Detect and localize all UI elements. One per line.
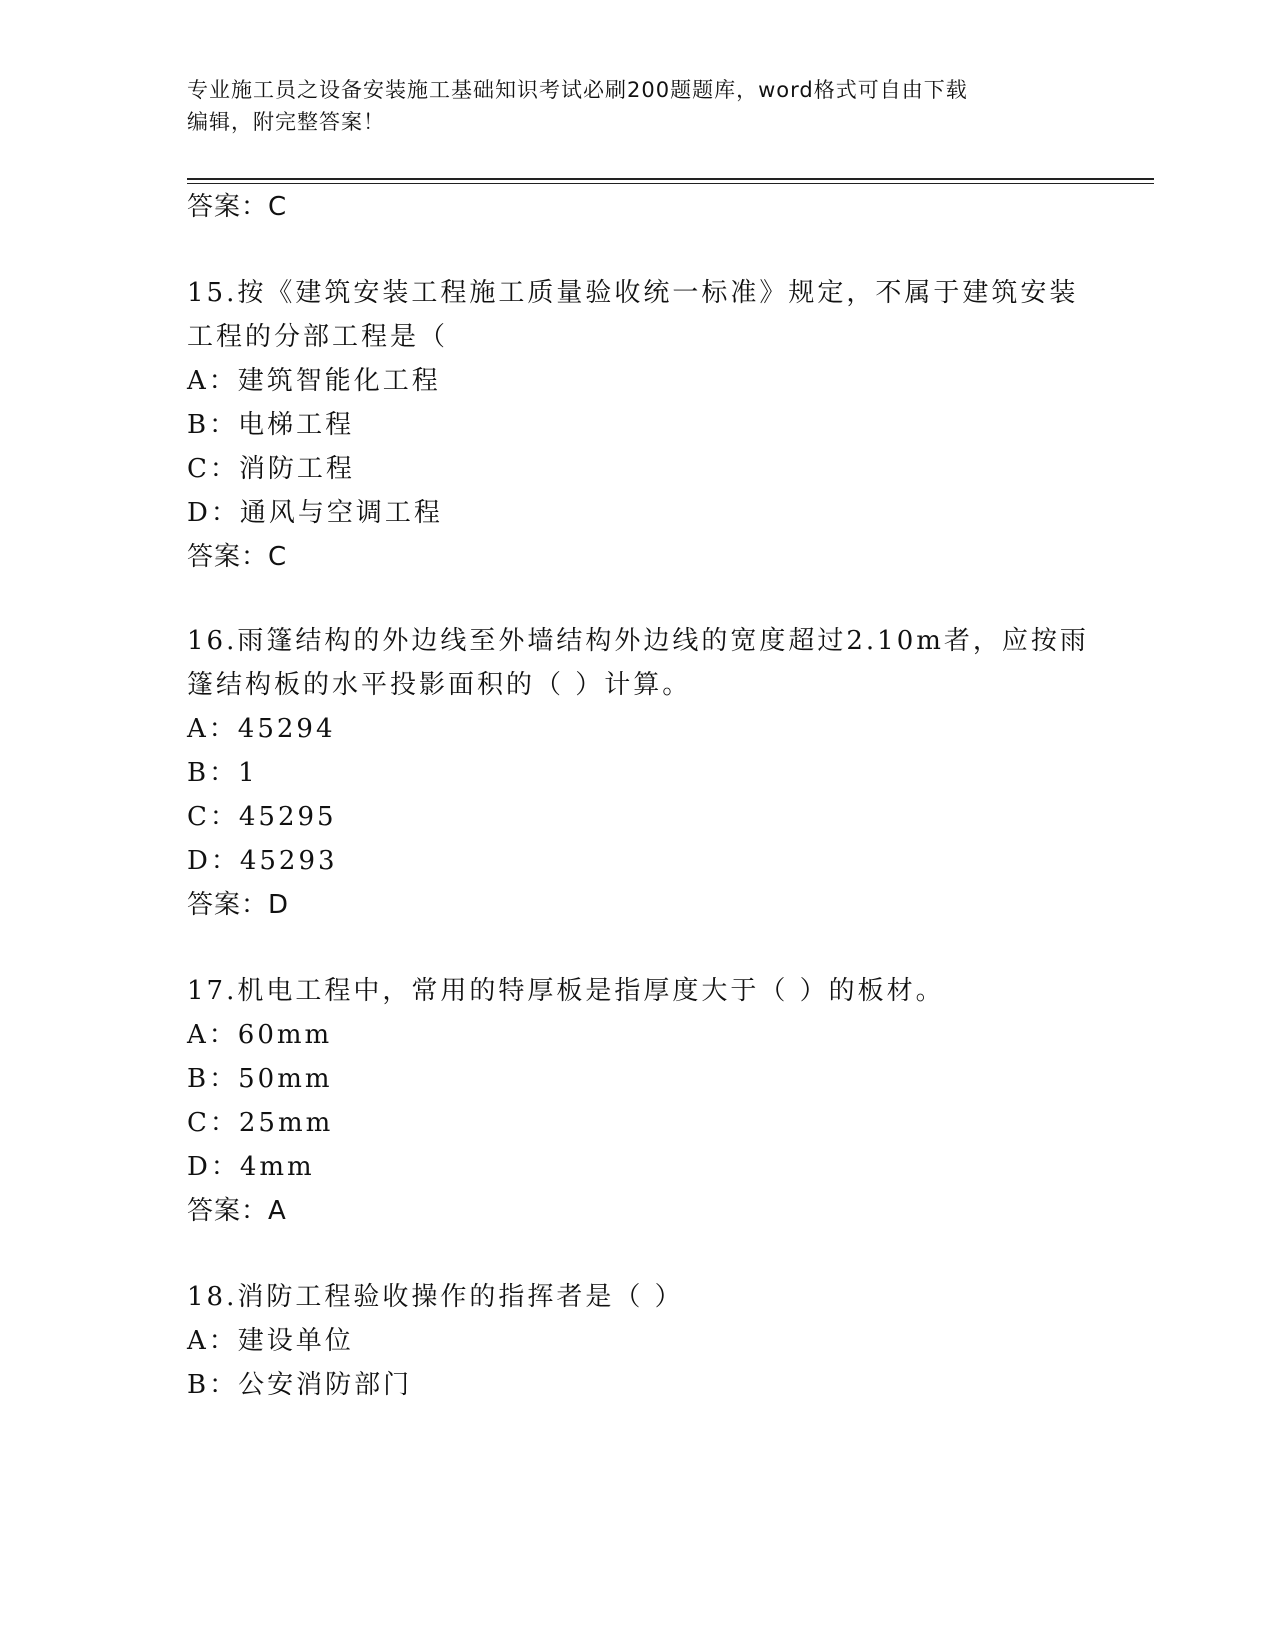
question-18-option-b: B：公安消防部门 <box>187 1370 413 1400</box>
question-16-option-a: A：45294 <box>187 714 336 744</box>
question-17-answer: 答案：A <box>187 1196 287 1226</box>
question-16-option-c: C：45295 <box>187 802 337 832</box>
question-16-text-line-1: 16.雨篷结构的外边线至外墙结构外边线的宽度超过2.10m者，应按雨 <box>187 626 1089 656</box>
question-17-text-line-1: 17.机电工程中，常用的特厚板是指厚度大于（ ）的板材。 <box>187 976 945 1006</box>
question-17-option-b: B：50mm <box>187 1064 333 1094</box>
question-17-option-d: D：4mm <box>187 1152 315 1182</box>
document-header <box>187 74 1067 138</box>
question-15-option-c: C：消防工程 <box>187 454 355 484</box>
header-divider-thick <box>187 178 1154 180</box>
question-16-answer: 答案：D <box>187 890 290 920</box>
question-16-option-d: D：45293 <box>187 846 338 876</box>
question-15-option-d: D：通风与空调工程 <box>187 498 443 528</box>
question-17-option-c: C：25mm <box>187 1108 334 1138</box>
question-15-answer: 答案：C <box>187 542 288 572</box>
question-15-option-b: B：电梯工程 <box>187 410 355 440</box>
question-18-text-line-1: 18.消防工程验收操作的指挥者是（ ） <box>187 1282 684 1312</box>
question-16-text-line-2: 篷结构板的水平投影面积的（ ）计算。 <box>187 670 692 700</box>
header-divider-thin <box>187 183 1154 184</box>
question-15-text-line-2: 工程的分部工程是（ <box>187 322 449 352</box>
question-17-option-a: A：60mm <box>187 1020 333 1050</box>
question-18-option-a: A：建设单位 <box>187 1326 354 1356</box>
question-16-option-b: B：1 <box>187 758 258 788</box>
question-15-text-line-1: 15.按《建筑安装工程施工质量验收统一标准》规定，不属于建筑安装 <box>187 278 1079 308</box>
question-15-option-a: A：建筑智能化工程 <box>187 366 441 396</box>
header-line-1: 专业施工员之设备安装施工基础知识考试必刷200题题库，word格式可自由下载 <box>187 78 968 102</box>
previous-answer: 答案：C <box>187 192 288 222</box>
header-line-2: 编辑，附完整答案！ <box>187 110 385 134</box>
